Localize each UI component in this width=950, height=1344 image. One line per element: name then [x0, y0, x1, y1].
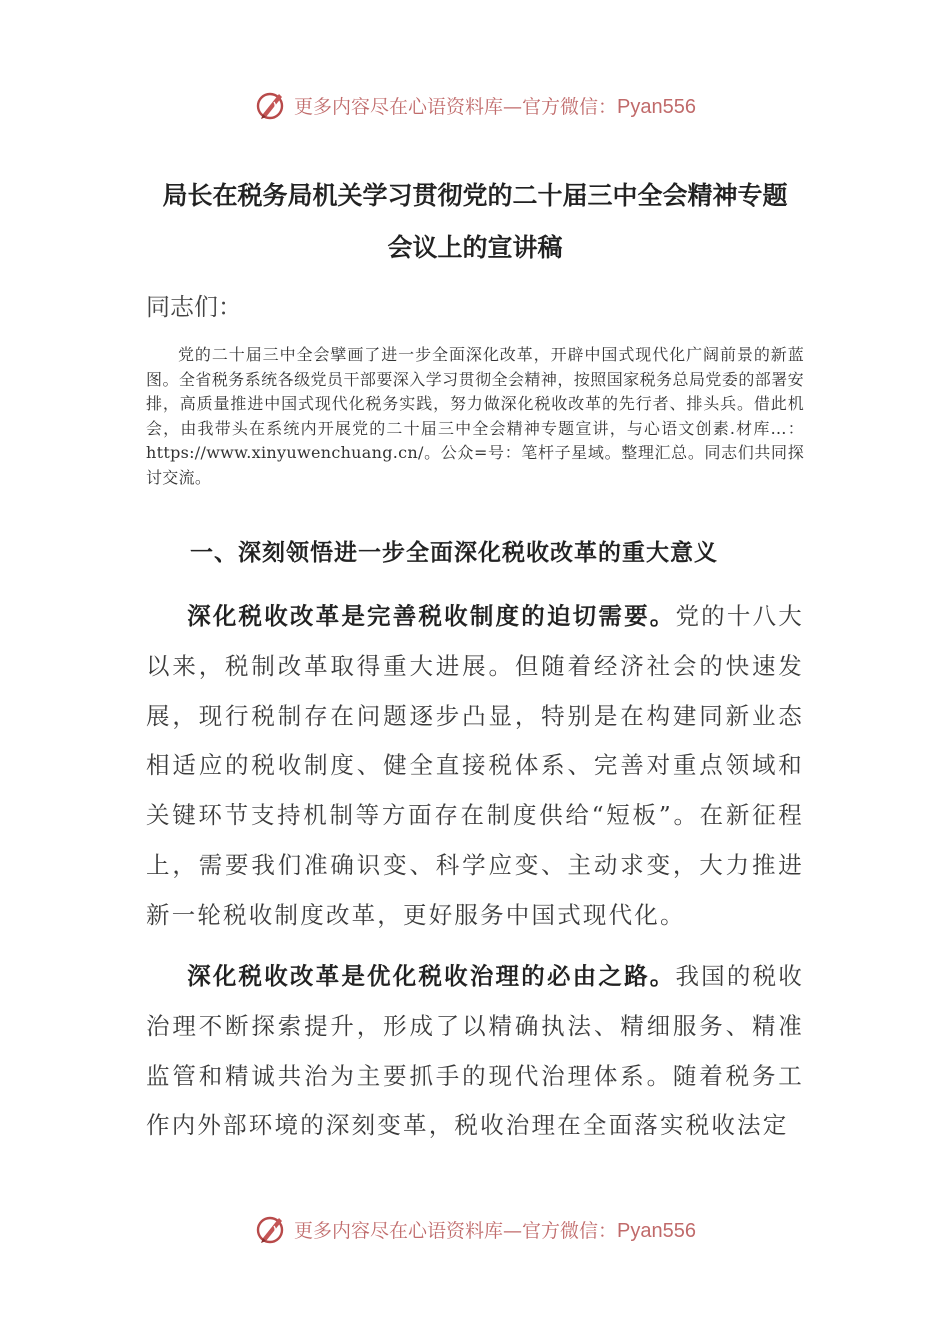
paragraph-2-body: 我国的税收治理不断探索提升，形成了以精确执法、精细服务、精准监管和精诚共治为主要抓手的现代治理体系。随着税务工作内外部环境的深刻变革，税收治理在全面落实税收法定 — [146, 962, 804, 1140]
paragraph-2-lead: 深化税收改革是优化税收治理的必由之路。 — [187, 962, 676, 990]
watermark-text: 更多内容尽在心语资料库—官方微信：Pyan556 — [294, 95, 696, 118]
watermark-text: 更多内容尽在心语资料库—官方微信：Pyan556 — [294, 1219, 696, 1242]
greeting: 同志们： — [146, 293, 242, 321]
body-paragraph-2 — [146, 952, 804, 1151]
intro-paragraph — [146, 343, 804, 490]
paragraph-1-body: 党的十八大以来，税制改革取得重大进展。但随着经济社会的快速发展，现行税制存在问题逐步凸显，特别是在构建同新业态相适应的税收制度、健全直接税体系、完善对重点领域和关键环节支持机制等方面存在制度供给“短板”。在新征程上，需要我们准确识变、科学应变、主动求变，大力推进新一轮税收制度改革，更好服务中国式现代化。 — [146, 602, 804, 929]
title-line-1: 局长在税务局机关学习贯彻党的二十届三中全会精神专题 — [162, 181, 788, 210]
pen-logo-icon — [254, 88, 288, 122]
document-title — [100, 170, 850, 274]
section-heading-1: 一、深刻领悟进一步全面深化税收改革的重大意义 — [190, 539, 718, 566]
body-paragraph-1 — [146, 592, 804, 941]
title-line-2: 会议上的宣讲稿 — [387, 233, 563, 262]
paragraph-1-lead: 深化税收改革是完善税收制度的迫切需要。 — [187, 602, 676, 630]
intro-text: 党的二十届三中全会擘画了进一步全面深化改革，开辟中国式现代化广阔前景的新蓝图。全省税务系统各级党员干部要深入学习贯彻全会精神，按照国家税务总局党委的部署安排，高质量推进中国式现代化税务实践，努力做深化税收改革的先行者、排头兵。借此机会，由我带头在系统内开展党的二十届三中全会精神专题宣讲，与心语文创素.材库…：https://www.xinyuwenchuang.cn/。公众=号：笔杆子星域。整理汇总。同志们共同探讨交流。 — [146, 345, 804, 487]
pen-logo-icon — [254, 1212, 288, 1246]
watermark-banner-top — [0, 80, 950, 130]
watermark-banner-bottom — [0, 1204, 950, 1254]
